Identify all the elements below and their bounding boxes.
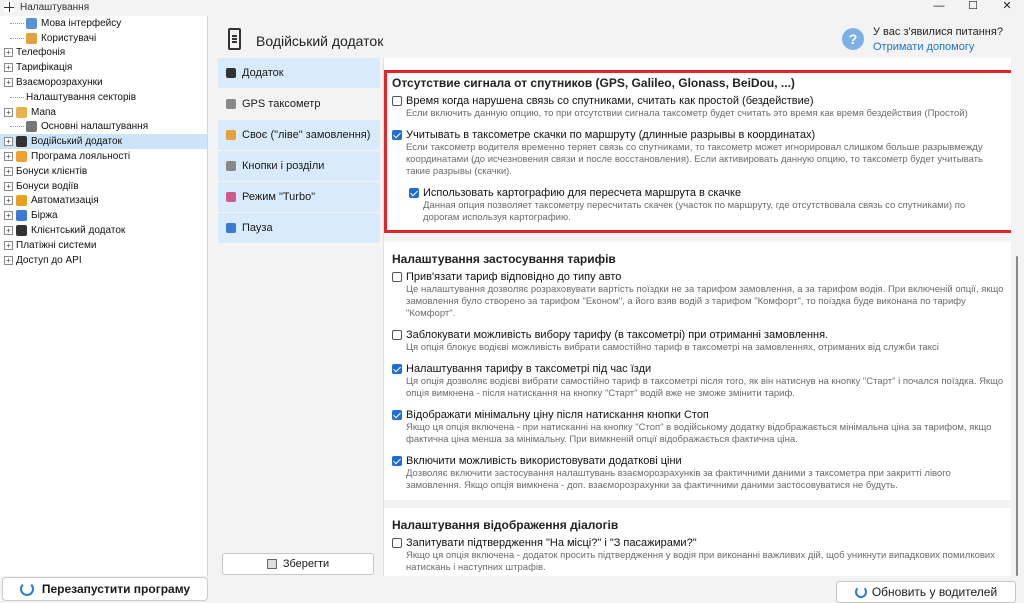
restart-icon [20,582,34,596]
help-icon[interactable]: ? [842,28,864,50]
expand-icon[interactable]: + [4,137,13,146]
tab[interactable] [218,120,380,150]
scrollbar[interactable] [1016,256,1018,576]
expand-icon[interactable]: + [4,182,13,191]
option [392,95,1004,120]
language-icon [26,18,37,29]
expand-icon[interactable]: + [4,241,13,250]
tree-item-label: Бонуси клієнтів [16,165,88,177]
maximize-button[interactable]: ☐ [968,0,978,12]
tree-item-label: Доступ до API [16,254,82,266]
tree-item[interactable] [0,60,207,75]
option-label[interactable]: Запитувати підтвердження "На місці?" і "З пасажирами?" [406,537,697,549]
option-label[interactable]: Відображати мінімальну ціну після натискання кнопки Стоп [406,409,709,421]
tab-label: Режим "Turbo" [242,191,316,203]
tab-icon [226,223,236,233]
tree-item-label: Клієнтський додаток [31,225,126,237]
expand-icon[interactable]: + [4,226,13,235]
option [392,271,1004,320]
option-label[interactable]: Налаштування тарифу в таксометрі під час їзди [406,363,652,375]
option-row[interactable] [392,455,1004,467]
divider [384,500,1011,508]
option-row[interactable] [392,271,1004,283]
option-label[interactable]: Включити можливість використовувати додаткові ціни [406,455,682,467]
tree-item-label: Мапа [31,106,56,118]
tab-label: Кнопки і розділи [242,160,325,172]
option-checkbox[interactable] [392,364,402,374]
section-title: Отсутствие сигнала от спутников (GPS, Galileo, Glonass, BeiDou, ...) [392,76,795,90]
option-row[interactable] [392,537,1004,549]
option-description: Якщо ця опція включена - при натисканні на кнопку "Стоп" в водійському додатку відображається мінімальна ціна за тарифом, якщо фактична ціна менша за мінімальну. При вимкненій опції відображається фактична ціна. [406,422,992,445]
tree-item[interactable] [0,134,207,149]
tab[interactable] [218,89,380,119]
option-row[interactable] [392,95,1004,107]
tree-item[interactable] [0,179,207,194]
option [392,129,1004,178]
expand-icon[interactable]: + [4,256,13,265]
tab[interactable] [218,182,380,212]
tab-icon [226,161,236,171]
expand-icon[interactable]: + [4,196,13,205]
tree-item[interactable] [0,120,207,135]
option-label[interactable]: Использовать картографию для пересчета маршрута в скачке [423,187,742,199]
option-row[interactable] [392,363,1004,375]
option-label[interactable]: Время когда нарушена связь со спутниками, считать как простой (бездействие) [406,95,814,107]
option [392,455,1004,492]
option-description: Це налаштування дозволяє розраховувати вартість поїздки не за тарифом замовлення, а за тарифом водія. При включеній опції, якщо замовлення було створено за тарифом "Економ", а його взяв водій з тарифом "Комфорт", то поїздка буде виконана по тарифу "Комфорт". [406,284,1004,319]
close-button[interactable]: ✕ [1002,0,1012,12]
tree-item[interactable] [0,164,207,179]
option-row[interactable] [409,187,1004,199]
option-description: Дозволяє включити застосування налаштувань взаєморозрахунків за фактичними даними з таксометра при закритті лівого замовлення. Якщо опція вимкнена - доп. взаєморозрахунки за фактичними даними застосовуватися не будуть. [406,468,951,491]
option-label[interactable]: Заблокувати можливість вибору тарифу (в таксометрі) при отриманні замовлення. [406,329,829,341]
page-title: Водійський додаток [256,33,384,49]
expand-icon[interactable]: + [4,78,13,87]
tree-item-label: Водійський додаток [31,136,122,148]
tariffs-section [392,252,1004,501]
tree-item[interactable] [0,208,207,223]
restart-program-button[interactable] [2,577,208,601]
tree-item-label: Платіжні системи [16,239,97,251]
option-description: Якщо ця опція включена - додаток просить підтвердження у водія при виконанні важливих дій, щоб уникнути випадкових помилкових натискань і наступних штрафів. [406,550,995,573]
loyalty-icon [16,151,27,162]
settings-tree [0,16,208,576]
option-description: Ця опція блокує водієві можливість вибрати самостійно тариф в таксометрі на замовленнях, отриманих від служби таксі [406,342,939,353]
tree-connector [10,23,24,24]
save-icon [267,559,277,569]
refresh-icon [855,586,867,598]
option-checkbox[interactable] [409,188,419,198]
option-description: Ця опція дозволяє водієві вибрати самостійно тариф в таксометрі після того, як він натиснув на кнопку "Старт" і почался поїздка. Якщо опція вимкнена - після натискання на кнопку "Старт" водій вже не зможе змінити тариф. [406,376,1004,399]
tab-label: Додаток [242,67,284,79]
tree-item[interactable] [0,194,207,209]
tree-item[interactable] [0,238,207,253]
option [392,329,1004,354]
tree-item-label: Тарифікація [16,62,73,74]
tree-item[interactable] [0,223,207,238]
divider [384,234,1011,242]
option-description: Если включить данную опцию, то при отсутствии сигнала таксометр будет считать это время как время бездействия (Простой) [406,108,968,119]
option-row[interactable] [392,409,1004,421]
option-checkbox[interactable] [392,96,402,106]
tree-connector [10,38,24,39]
option-label[interactable]: Учитывать в таксометре скачки по маршруту (длинные разрывы в координатах) [406,129,816,141]
section-title: Налаштування застосування тарифів [392,252,616,266]
section-title: Налаштування відображення діалогів [392,518,619,532]
tree-item-label: Мова інтерфейсу [41,17,122,29]
settings-content [383,58,1011,576]
option-checkbox[interactable] [392,272,402,282]
save-label: Зберегти [282,558,330,570]
option [409,187,1004,224]
tab-label: Своє ("ліве" замовлення) [242,129,371,141]
tree-item[interactable] [0,16,207,31]
tab[interactable] [218,58,380,88]
tab[interactable] [218,213,380,243]
tree-item-label: Біржа [31,210,58,222]
option [392,363,1004,400]
map-icon [16,107,27,118]
option-description: Данная опция позволяет таксометру пересчитать скачек (участок по маршруту, где отсутствовала связь со спутниками) по дорогам используя картографию. [423,200,966,223]
tree-item-label: Основні налаштування [41,121,149,133]
satellite-section [392,76,1004,233]
expand-icon[interactable]: + [4,211,13,220]
update-label: Обновить у водителей [871,585,998,599]
automation-icon [16,195,27,206]
tree-item[interactable] [0,149,207,164]
option-checkbox[interactable] [392,330,402,340]
tab-icon [226,99,236,109]
expand-icon[interactable]: + [4,167,13,176]
subsection-tabs [218,58,380,558]
tree-item[interactable] [0,105,207,120]
tree-item[interactable] [0,31,207,46]
tree-item[interactable] [0,253,207,268]
dialogs-section [392,518,1004,576]
tree-item[interactable] [0,75,207,90]
option [392,409,1004,446]
tree-connector [10,97,24,98]
restart-label: Перезапустити програму [41,582,191,596]
tree-item-label: Взаєморозрахунки [16,77,103,89]
tree-item-label: Програма лояльності [31,151,131,163]
option-row[interactable] [392,129,1004,141]
tab-icon [226,192,236,202]
settings-icon [26,121,37,132]
page-header [210,16,1024,62]
tree-item-label: Автоматизація [31,195,99,207]
expand-icon[interactable]: + [4,48,13,57]
tree-item-label: Користувачі [41,32,97,44]
app-icon [4,2,14,12]
option-label[interactable]: Прив'язати тариф відповідно до типу авто [406,271,622,283]
update-drivers-button[interactable] [836,581,1016,603]
save-button[interactable] [222,553,374,575]
expand-icon[interactable]: + [4,108,13,117]
option-checkbox[interactable] [392,538,402,548]
help-link[interactable]: Отримати допомогу [873,41,975,53]
tree-item-label: Налаштування секторів [26,91,137,103]
tree-item-label: Телефонія [16,47,66,59]
tab-label: GPS таксометр [242,98,321,110]
window-title: Налаштування [20,1,90,13]
help-question: У вас з'явилися питання? [873,26,1003,38]
option [392,537,1004,574]
tree-item-label: Бонуси водіїв [16,180,79,192]
option-checkbox[interactable] [392,456,402,466]
minimize-button[interactable]: — [933,0,945,12]
tab-icon [226,68,236,78]
tree-connector [10,126,24,127]
option-row[interactable] [392,329,1004,341]
expand-icon[interactable]: + [4,152,13,161]
exchange-icon [16,210,27,221]
tab[interactable] [218,151,380,181]
option-checkbox[interactable] [392,410,402,420]
option-checkbox[interactable] [392,130,402,140]
window-controls [922,0,1024,14]
phone-icon [16,136,27,147]
tree-item[interactable] [0,46,207,61]
option-description: Если таксометр водителя временно теряет связь со спутниками, то таксометр может игнорировал слишком больше разрывмежду координатами (до исчезновения связи и после восстановления). Если активировать данную опцию, то таксометр будет учитывать такие разрывы (скачки). [406,142,983,177]
client-app-icon [16,225,27,236]
users-icon [26,33,37,44]
tab-label: Пауза [242,222,273,234]
expand-icon[interactable]: + [4,63,13,72]
tree-item[interactable] [0,90,207,105]
tab-icon [226,130,236,140]
phone-icon [228,28,241,50]
title-bar [0,0,1024,14]
